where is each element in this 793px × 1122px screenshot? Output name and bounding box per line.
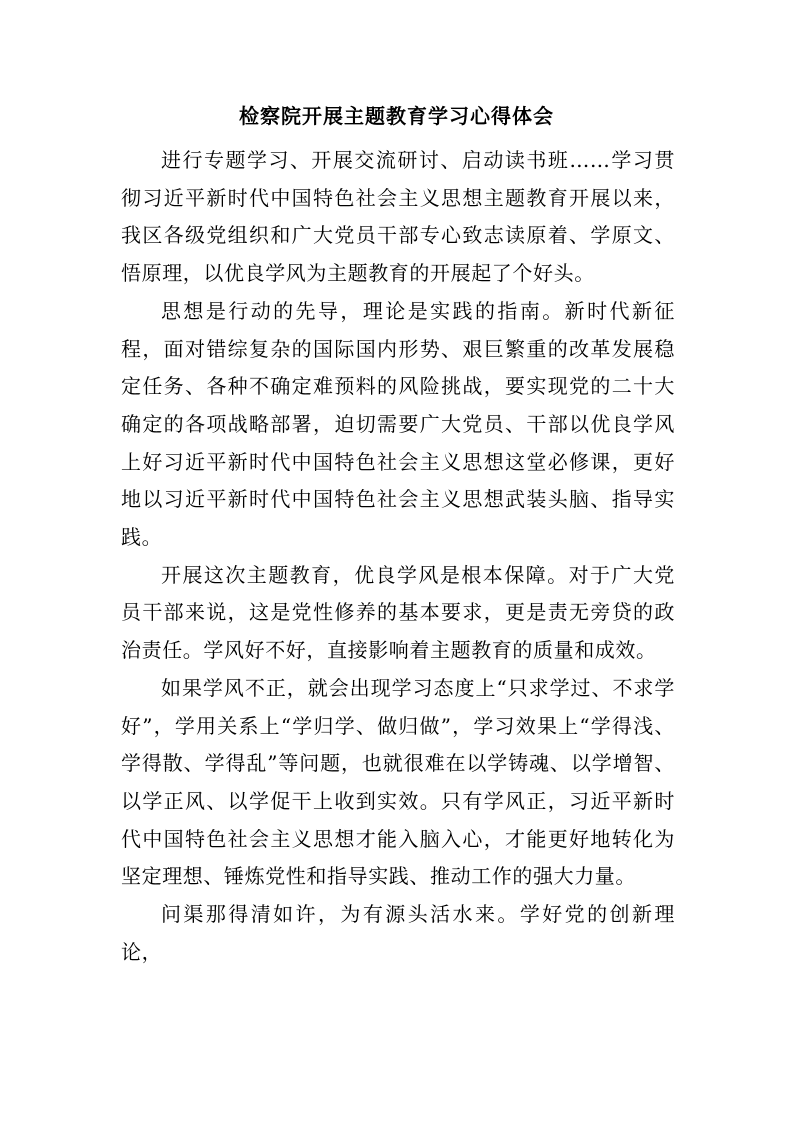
document-body [121, 142, 675, 971]
paragraph-3: 开展这次主题教育，优良学风是根本保障。对于广大党员干部来说，这是党性修养的基本要求，更是责无旁贷的政治责任。学风好不好，直接影响着主题教育的质量和成效。 [121, 562, 675, 663]
document-title: 检察院开展主题教育学习心得体会 [239, 104, 554, 128]
paragraph-4: 如果学风不正，就会出现学习态度上“只求学过、不求学好”，学用关系上“学归学、做归做”，学习效果上“学得浅、学得散、学得乱”等问题，也就很难在以学铸魂、以学增智、以学正风、以学促干上收到实效。只有学风正，习近平新时代中国特色社会主义思想才能入脑入心，才能更好地转化为坚定理想、锤炼党性和指导实践、推动工作的强大力量。 [121, 675, 675, 889]
paragraph-1: 进行专题学习、开展交流研讨、启动读书班……学习贯彻习近平新时代中国特色社会主义思想主题教育开展以来，我区各级党组织和广大党员干部专心致志读原着、学原文、悟原理，以优良学风为主题教育的开展起了个好头。 [121, 148, 675, 286]
paragraph-2: 思想是行动的先导，理论是实践的指南。新时代新征程，面对错综复杂的国际国内形势、艰巨繁重的改革发展稳定任务、各种不确定难预料的风险挑战，要实现党的二十大确定的各项战略部署，迫切需要广大党员、干部以优良学风上好习近平新时代中国特色社会主义思想这堂必修课，更好地以习近平新时代中国特色社会主义思想武装头脑、指导实践。 [121, 298, 675, 550]
paragraph-5: 问渠那得清如许，为有源头活水来。学好党的创新理论， [121, 902, 675, 964]
